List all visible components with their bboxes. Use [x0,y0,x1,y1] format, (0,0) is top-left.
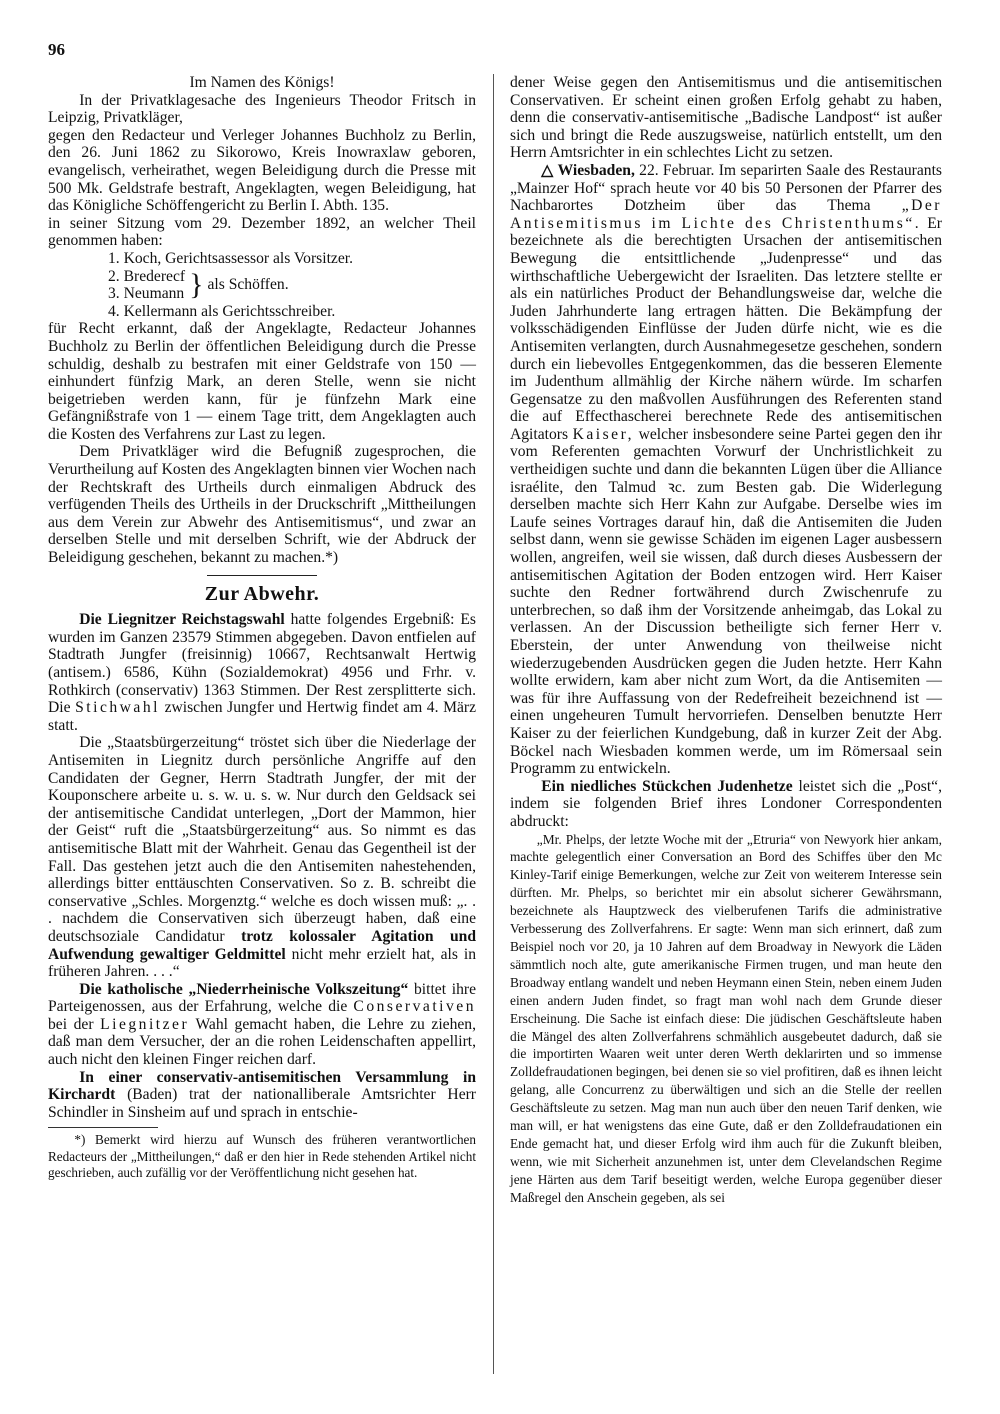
article-liegnitz-body: hatte folgendes Ergebniß: Es wurden im Ganzen 23579 Stimmen abgegeben. Davon entfielen auf Stadtrath Jungfer (freisinnig) 10667, Rechtsanwalt Hertwig (antisem.) 6586, Kühn (Sozialdemokrat) 4956 und Frhr. v. Rothkirch (conservativ) 1363 Stimmen. Der Rest zersplitterte sich. Die [48,611,476,717]
article-judenhetze-head: Ein niedliches Stückchen Judenhetze [541,777,793,795]
article-kirchardt-head: In einer conservativ-antisemitischen Versammlung in Kirchardt [48,1068,476,1104]
court-member-2-3-role: als Schöffen. [207,276,289,294]
verdict-paragraph-2: gegen den Redacteur und Verleger Johannes Buchholz zu Berlin, den 26. Juni 1862 zu Sikorowo, Kreis Inowraxlaw geboren, evangelisch, verheirathet, wegen Beleidigung durch die Presse mit 500 Mk. Geldstrafe bestraft, Angeklagten, wegen Beleidigung, hat das Königliche Schöffengericht zu Berlin I. Abth. 135. [48,126,476,215]
article-judenhetze-body: leistet sich die „Post“, indem sie folgenden Brief ihres Londoner Correspondenten abdruckt: [510,777,943,830]
court-member-3: 3. Neumann [108,285,185,303]
article-liegnitz-spaced: Stichwahl [75,699,160,717]
footnote: *) Bemerkt wird hierzu auf Wunsch des früheren verantwortlichen Redacteurs der „Mittheilungen,“ daß er den hier in Rede stehenden Artikel nicht geschrieben, auch zufällig vor der Veröffentlichung nicht gesehen hat. [48,1132,476,1180]
article-liegnitz-tail: zwischen Jungfer und Hertwig findet am 4. März statt. [48,699,476,734]
article-kirchardt-body: (Baden) trat der nationalliberale Amtsrichter Herr Schindler in Sinsheim auf und sprach in entschie- [48,1086,476,1121]
article-volkszeitung-spaced-1: Conservativen [353,998,476,1016]
quoted-letter: „Mr. Phelps, der letzte Woche mit der „Etruria“ von Newyork hier ankam, machte gelegentlich einer Conversation an Bord des Schiffes über den Mc Kinley-Tarif einige Bemerkungen, welche zur Zeit von weiterem Interesse sein dürften. Mr. Phelps, so berichtet mir ein absolut sicherer Gewährsmann, bezeichnete als Hauptzweck des vielberufenen Tarifs die administrative Verbesserung des Zollverfahrens. Er sagte: Wenn man sich erinnert, daß zum Beispiel noch vor 20, ja 10 Jahren auf dem Broadway in Newyork die Läden sämmtlich noch alte, gute amerikanische Firmen trugen, und man heute den Broadway entlang wandelt und neben Heymann einen Stein, neben einem Juden einen andern Juden findet, so fragt man wohl nach dem Grunde dieser Erscheinung. Die Sache ist einfach diese: Die jüdischen Geschäftsleute haben die Mängel des alten Zollverfahrens schmählich ausgebeutet dadurch, daß sie die importirten Waaren weit unter deren Werth deklarirten und so immense Zolldefraudationen begingen, bei denen sie so viel profitiren, daß es ihnen leicht gelang, alle Concurrenz zu überwältigen und sich an die Stelle der reellen Geschäftsleute zu setzen. Mag man nun auch über den neuen Tarif denken, wie man will, er hat wenigstens das eine Gute, daß er den Zolldefraudationen ein Ende gemacht hat, und dieser Erfolg wird ihm auch für die Zukunft bleiben, wenn, wie mit Sicherheit anzunehmen ist, unter dem Clevelandschen Regime jene Härten aus dem Tarif beseitigt werden, welche Europa gegenüber dieser Maßregel den Anschein gegeben, als sei [510,831,942,1205]
left-column [48,74,476,1181]
article-wiesbaden-spaced-2: Kaiser, [572,425,635,443]
article-wiesbaden-body: 22. Februar. Im separirten Saale des Restaurants „Mainzer Hof“ sprach heute vor 40 bis 50 Personen der Pfarrer des Nachbarortes Dotzheim über das Thema [510,161,942,215]
article-staatsbuerger [48,734,476,980]
court-member-2: 2. Brederecf [108,267,186,285]
court-members-list [48,250,476,320]
article-wiesbaden-spaced: „Der Antisemitismus im Lichte des Christenthums“. [510,197,942,232]
section-rule [207,575,317,576]
verdict-paragraph-1: In der Privatklagesache des Ingenieurs Theodor Fritsch in Leipzig, Privatkläger, [48,91,476,127]
right-column [510,74,942,1207]
verdict-paragraph-5: Dem Privatkläger wird die Befugniß zugesprochen, die Verurtheilung auf Kosten des Angeklagten binnen vier Wochen nach der Rechtskraft des Urtheils durch einmaligen Abdruck des verfügenden Theils des Urtheils in der Druckschrift „Mittheilungen aus dem Verein zur Abwehr des Antisemitismus“, und zwar an derselben Stelle und mit derselben Schrift, wie der Abdruck der Beleidigung geschehen, bekannt zu machen.*) [48,443,476,567]
court-members-2-3 [108,268,476,303]
verdict-heading: Im Namen des Königs! [189,74,335,91]
article-volkszeitung-body: bittet ihre Parteigenossen, aus der Erfahrung, welche die [48,980,476,1016]
article-volkszeitung-spaced-2: Liegnitzer [100,1015,190,1033]
article-wiesbaden-head: △ Wiesbaden, [541,161,635,179]
column-divider [493,74,494,1374]
article-judenhetze [510,778,942,831]
verdict-paragraph-4: für Recht erkannt, daß der Angeklagte, Redacteur Johannes Buchholz zu Berlin der öffentlichen Beleidigung durch die Presse schuldig, deshalb zu bestrafen mit einer Geldstrafe von 150 — einhundert fünfzig Mark, an deren Stelle, wenn sie nicht beigetrieben werden kann, für je fünfzehn Mark eine Gefängnißstrafe von 1 — einem Tage tritt, dem Angeklagten auch die Kosten des Verfahrens zur Last zu legen. [48,320,476,443]
article-staatsbuerger-body: Die „Staatsbürgerzeitung“ tröstet sich über die Niederlage der Antisemiten in Liegnitz durch persönliche Angriffe auf den Candidaten der Gegner, Herrn Stadtrath Jungfer, der mit der Kouponschere arbeite u. s. w. u. s. w. Nur durch den Geldsack sei der antisemitische Candidat unterlegen, „Dort der Mammon, hier der Geist“ ruft die „Staatsbürgerzeitung“ aus. So nimmt es das antisemitische Blatt mit der Wahrheit. Genau das Gegentheil ist der Fall. Das gestehen jetzt auch die den Antisemiten nahestehenden, allerdings bitter enttäuschten Conservativen. So z. B. schreibt die conservative „Schles. Morgenztg.“ welche es doch wissen muß: „. . . nachdem die Conservativen sich überzeugt haben, daß eine deutschsoziale Candidatur [48,734,476,945]
page-number: 96 [48,40,65,59]
article-staatsbuerger-bold: trotz kolossaler Agitation und Aufwendung gewaltiger Geldmittel [48,927,476,963]
article-wiesbaden-tail-2: welcher insbesondere seine Partei gegen den ihr vom Referenten gemachten Vorwurf der Unchristlichkeit zu vertheidigen suchte und dann die bekannten Lügen über die Alliance israélite, den Talmud ꝛc. zum Besten gab. Die Widerlegung derselben machte sich Herr Kahn zur Aufgabe. Derselbe wies im Laufe seines Vortrages darauf hin, daß die Antisemiten die Juden selbst dann, wenn sie gewisse Schäden im eigenen Lager ausbessern wollen, angreifen, weil sie wissen, daß durch dieses Ausbessern der antisemitischen Agitation der Boden entzogen wird. Herr Kaiser suchte den Redner fortwährend durch Zwischenrufe zu unterbrechen, so daß ihm der Vorsitzende anheimgab, das Lokal zu verlassen. An der Discussion betheiligte sich ferner Herr v. Eberstein, der unter Anwendung von theilweise nicht wiederzugebenden Ausdrücken gegen die Juden hetzte. Herr Kahn wollte erwidern, kam aber nicht zum Wort, da die Antisemiten — was für ihre Auffassung von der Redefreiheit bezeichnend ist — einen ungeheuren Tumult hervorriefen. Denselben benutzte Herr Kaiser zu der feierlichen Kundgebung, daß in kurzer Zeit der Abg. Böckel nach Wiesbaden kommen werde, um im Römersaal sein Programm zu entwickeln. [510,425,942,778]
article-volkszeitung-tail: Wahl gemacht haben, die Lehre zu ziehen, daß man dem Versucher, der an die rohen Leidenschaften appellirt, auch nicht den kleinen Finger reichen darf. [48,1015,476,1069]
article-staatsbuerger-tail: nicht mehr erzielt hat, als in früheren Jahren. . . .“ [48,945,476,981]
brace-glyph: } [189,268,204,302]
article-kirchardt [48,1069,476,1122]
article-volkszeitung [48,981,476,1069]
article-liegnitz-head: Die Liegnitzer Reichstagswahl [79,611,285,629]
court-member-4: 4. Kellermann als Gerichtsschreiber. [108,302,336,320]
verdict-paragraph-3: in seiner Sitzung vom 29. Dezember 1892, an welcher Theil genommen haben: [48,214,476,250]
section-title: Zur Abwehr. [204,582,320,605]
court-member-1: 1. Koch, Gerichtsassessor als Vorsitzer. [108,249,353,267]
article-volkszeitung-head: Die katholische „Niederrheinische Volkszeitung“ [79,980,409,998]
article-liegnitz [48,611,476,734]
article-wiesbaden [510,162,942,778]
footnote-rule [48,1127,158,1128]
article-volkszeitung-mid: bei der [48,1015,94,1033]
article-wiesbaden-tail: Er bezeichnete als die berechtigten Ursachen der antisemitischen Bewegung die entsittlichende „Judenpresse“ und das wirthschaftliche Uebergewicht der Israeliten. Das letztere stellte er als ein natürliches Product der Behandlungsweise dar, welche die Juden Jahrhunderte lang ertragen hätten. Die Bekämpfung der volksschädigenden Einflüsse der Juden dürfe nicht, wie es die Antisemiten verlangten, durch Ausnahmegesetze geschehen, sondern durch ein liebevolles Entgegenkommen, das die besseren Elemente im Judenthum allmählig der Kirche nähern würde. Im scharfen Gegensatze zu den maßvollen Ausführungen des Referenten stand die auf Effecthascherei berechnete Rede des antisemitischen Agitators [510,214,942,443]
kirchardt-continuation: dener Weise gegen den Antisemitismus und die antisemitischen Conservativen. Er scheint einen großen Erfolg gehabt zu haben, denn die conservativ-antisemitische „Badische Landpost“ ist außer sich und bringt die Rede auszugsweise, natürlich entstellt, um den Herrn Amtsrichter in ein schlechtes Licht zu setzen. [510,74,942,162]
